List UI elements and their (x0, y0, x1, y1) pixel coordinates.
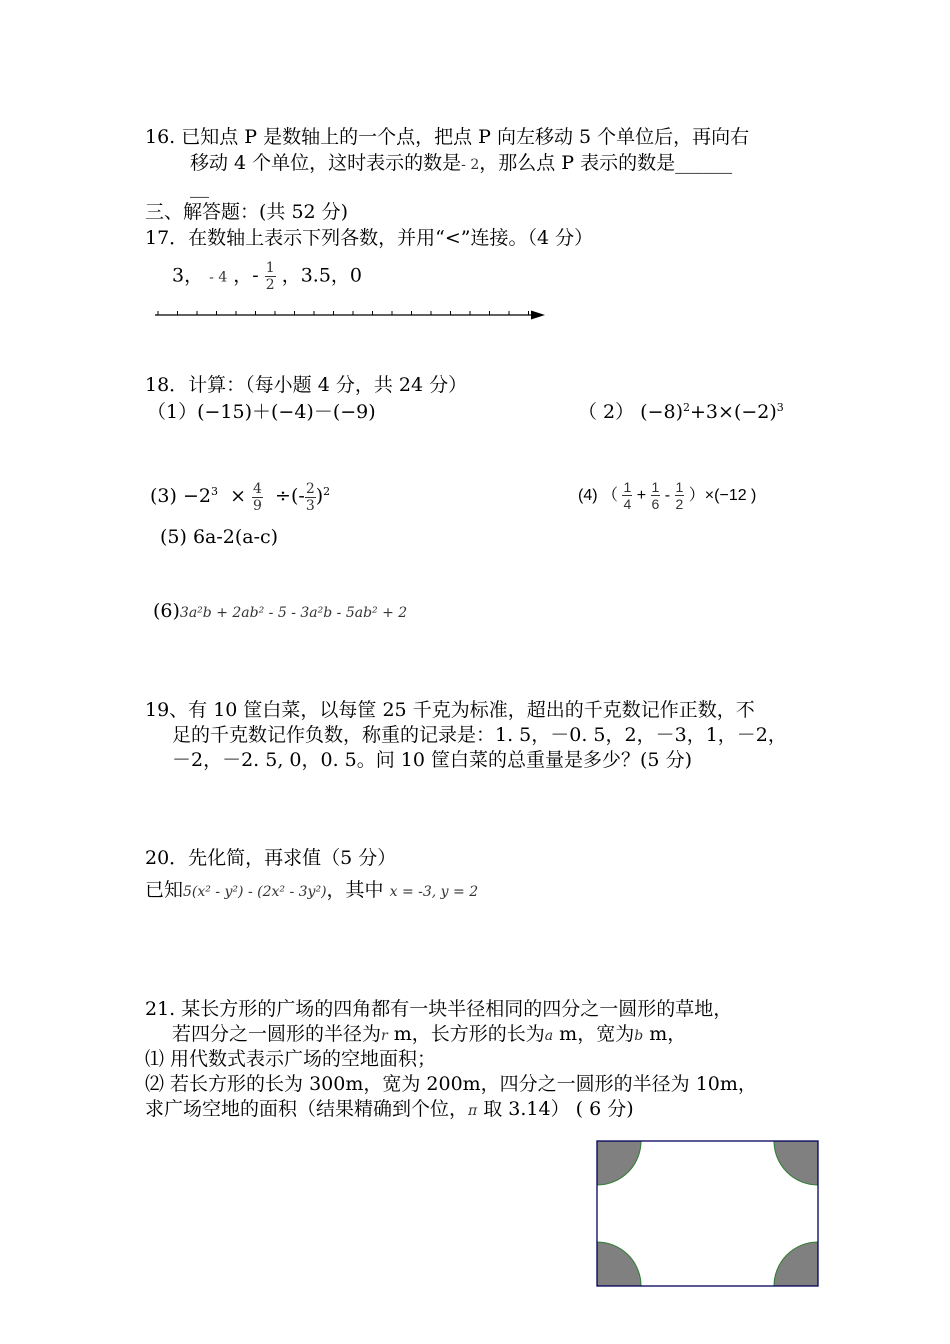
q16-line1: 16. 已知点 P 是数轴上的一个点，把点 P 向左移动 5 个单位后，再向右 (145, 126, 750, 148)
corner-grass-bottom-right (774, 1242, 818, 1286)
corner-grass-top-left (597, 1141, 641, 1185)
q18-p3-frac2: $\frac{2}{3}$ (305, 480, 315, 514)
q19-line3: －2，－2. 5, 0，0. 5。问 10 筐白菜的总重量是多少？(5 分) (172, 749, 692, 771)
q19-line2: 足的千克数记作负数，称重的记录是：1. 5，－0. 5，2，－3，1，－2， (172, 724, 787, 746)
q17-prompt: 17．在数轴上表示下列各数，并用“<”连接。（4 分） (145, 227, 594, 249)
q18-p3-frac1: $\frac{4}{9}$ (253, 480, 262, 514)
q21-part2: ⑵ 若长方形的长为 300m，宽为 200m，四分之一圆形的半径为 10m， (145, 1073, 757, 1095)
number-line-arrow (531, 311, 545, 320)
q19-line1: 19、有 10 筐白菜，以每筐 25 千克为标准，超出的千克数记作正数，不 (145, 699, 755, 721)
q18-title: 18．计算：（每小题 4 分，共 24 分） (145, 374, 468, 396)
q21-part1: ⑴ 用代数式表示广场的空地面积； (145, 1048, 437, 1070)
q21-part3: 求广场空地的面积（结果精确到个位，π 取 3.14） ( 6 分) (145, 1098, 634, 1120)
q18-problem-5: (5) 6a-2(a-c) (160, 526, 279, 548)
q20-expression-line: 已知5(x² - y²) - (2x² - 3y²)，其中 x = -3, y = 2 (145, 879, 479, 901)
q16-line2: 移动 4 个单位，这时表示的数是- 2，那么点 P 表示的数是______ (190, 152, 733, 174)
q16-line3: __ (190, 176, 209, 198)
corner-grass-top-right (774, 1141, 818, 1185)
square-figure (596, 1140, 820, 1288)
number-line-ticks (158, 311, 529, 315)
q17-numbers: 3， - 4 ，- $\frac{1}{2}$ ，3.5，0 (172, 260, 363, 293)
number-line (150, 305, 550, 325)
q17-fraction: $\frac{1}{2}$ (265, 260, 275, 293)
section-3-title: 三、解答题：(共 52 分) (145, 201, 349, 223)
q20-title: 20．先化简，再求值（5 分） (145, 847, 397, 869)
q21-line1: 21. 某长方形的广场的四角都有一块半径相同的四分之一圆形的草地， (145, 998, 733, 1020)
q16-value: - 2 (461, 157, 480, 173)
q18-problem-2: （ 2） $(-8)^2+3\times(-2)^3$ (578, 401, 784, 423)
q21-line2: 若四分之一圆形的半径为r m，长方形的长为a m，宽为b m， (172, 1023, 687, 1045)
corner-grass-bottom-left (597, 1242, 641, 1286)
q18-problem-1: （1）(−15)＋(−4)－(−9) (147, 401, 376, 423)
q18-problem-6: (6)3a²b + 2ab² - 5 - 3a²b - 5ab² + 2 (153, 600, 408, 622)
q18-problem-4: (4) （ $\frac{1}{4}$ + $\frac{1}{6}$ - $\frac{1}{2}$ ）×(−12 ) (578, 479, 757, 513)
q18-problem-3: $(3) -2^3$ × $\frac{4}{9}$ ÷(- $\frac{2}{3}$ )$^2$ (150, 480, 331, 514)
